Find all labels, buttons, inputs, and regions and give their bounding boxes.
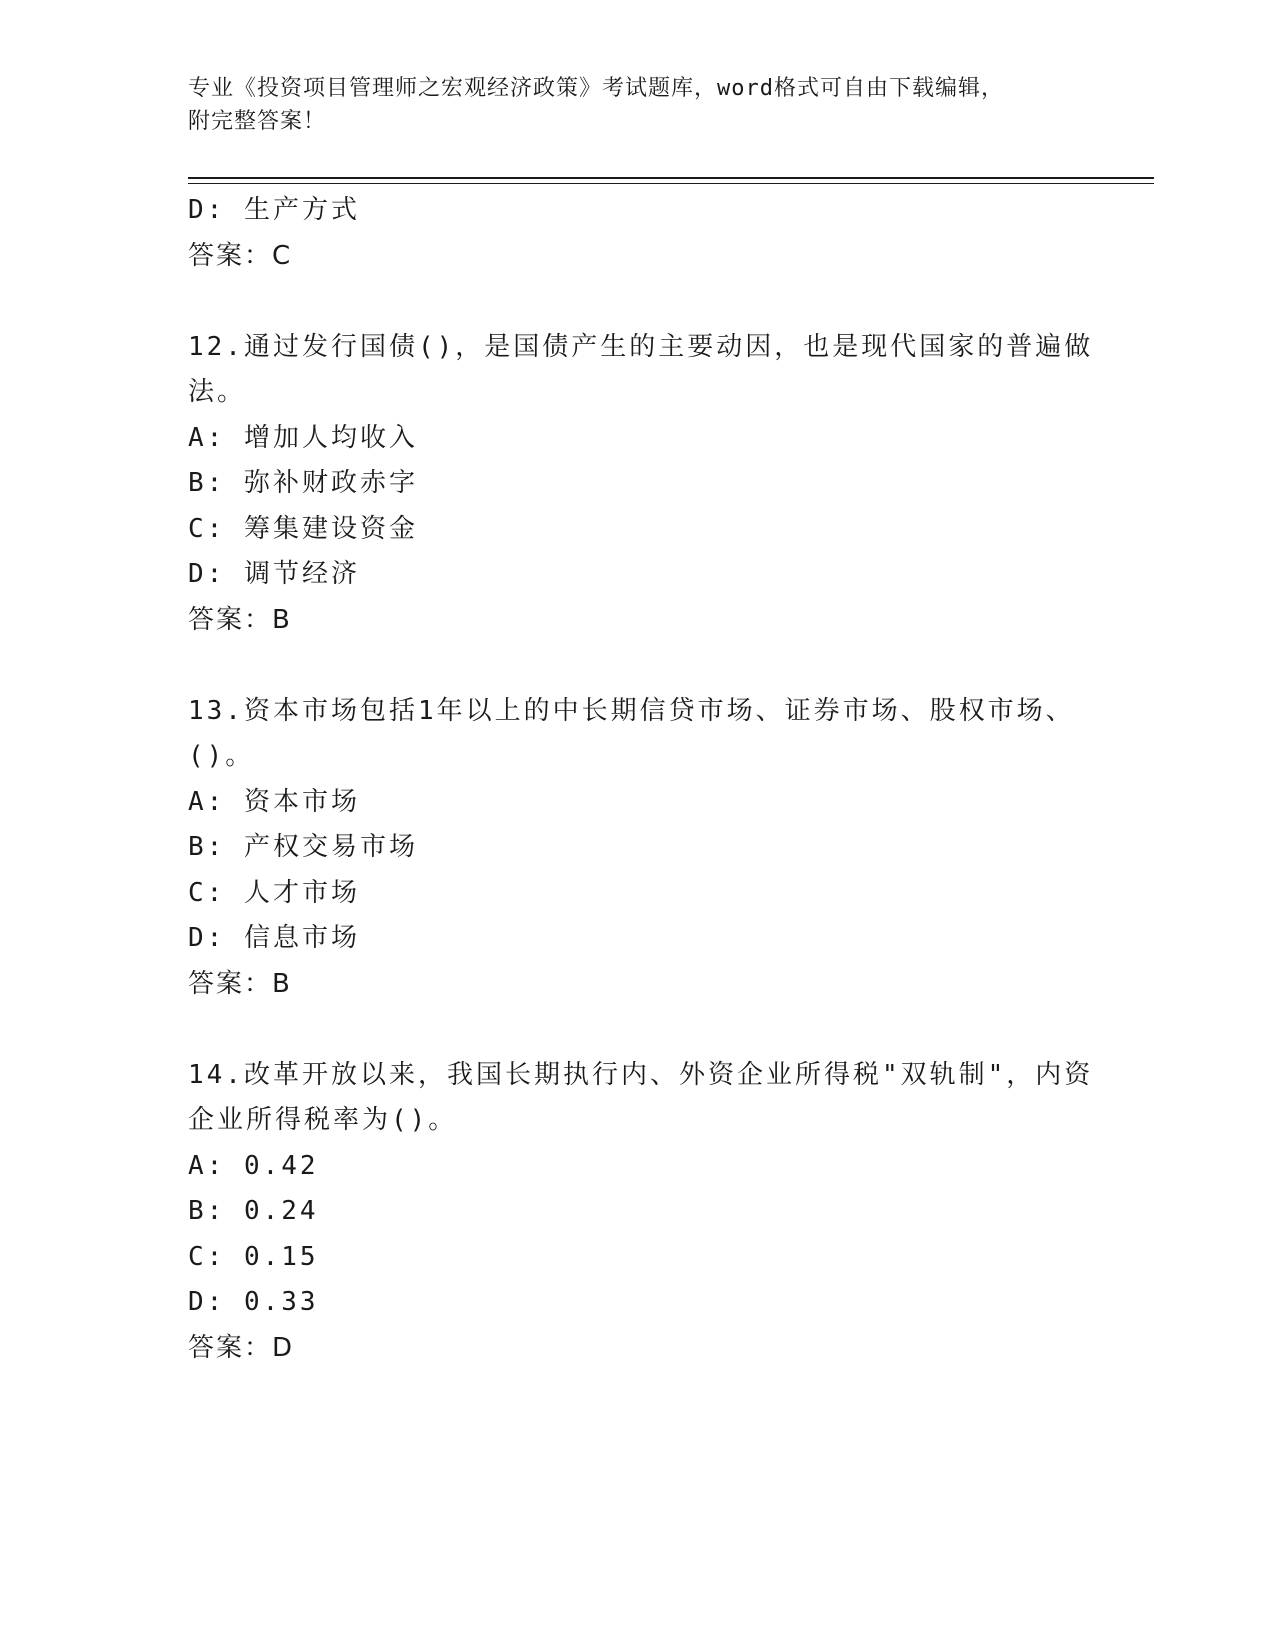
option-c: C: 筹集建设资金 [188, 513, 418, 544]
answer-line: 答案：D [188, 1332, 295, 1363]
option-d: D: 信息市场 [188, 923, 360, 953]
header-line-1: 专业《投资项目管理师之宏观经济政策》考试题库，word格式可自由下载编辑， [188, 76, 1004, 101]
question-stem-continued: ()。 [188, 741, 255, 771]
option-c: C: 0.15 [188, 1241, 319, 1272]
header-divider-thin [188, 183, 1154, 184]
header-line-2: 附完整答案！ [188, 109, 327, 134]
question-stem-continued: 法。 [188, 377, 247, 407]
question-stem-continued: 企业所得税率为()。 [188, 1105, 458, 1135]
option-b: B: 0.24 [188, 1196, 319, 1226]
question-12 [188, 325, 1094, 644]
question-stem: 13.资本市场包括1年以上的中长期信贷市场、证券市场、股权市场、 [188, 695, 1075, 726]
answer-line: 答案：C [188, 240, 293, 271]
option-d: D: 调节经济 [188, 559, 360, 589]
question-14 [188, 1053, 1094, 1372]
question-13 [188, 689, 1088, 1008]
question-stem: 14.改革开放以来，我国长期执行内、外资企业所得税"双轨制"，内资 [188, 1059, 1094, 1090]
document-header [188, 72, 1088, 138]
option-b: B: 产权交易市场 [188, 832, 418, 862]
spacer [188, 643, 1088, 689]
question-fragment [188, 188, 1088, 279]
spacer [188, 1007, 1088, 1053]
question-stem: 12.通过发行国债()，是国债产生的主要动因，也是现代国家的普遍做 [188, 331, 1094, 362]
spacer [188, 279, 1088, 325]
answer-line: 答案：B [188, 968, 292, 999]
answer-line: 答案：B [188, 604, 292, 635]
option-a: A: 0.42 [188, 1150, 319, 1181]
option-c: C: 人才市场 [188, 877, 360, 908]
option-d: D: 0.33 [188, 1287, 319, 1317]
question-list [188, 188, 1094, 1371]
option-a: A: 增加人均收入 [188, 422, 418, 453]
option-d: D: 生产方式 [188, 195, 360, 225]
option-b: B: 弥补财政赤字 [188, 468, 418, 498]
option-a: A: 资本市场 [188, 786, 360, 817]
header-divider-thick [188, 177, 1154, 179]
